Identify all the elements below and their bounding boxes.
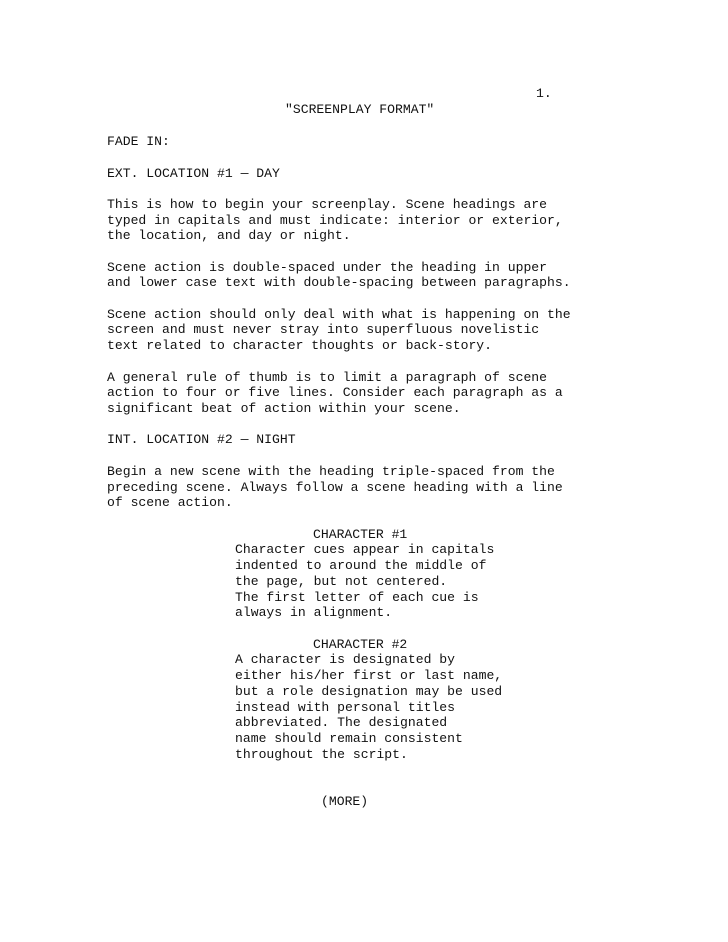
dialogue-line: A character is designated by [235,652,456,667]
dialogue-line: instead with personal titles [235,700,456,715]
dialogue-line: indented to around the middle of [235,558,487,573]
dialogue-line: name should remain consistent [235,731,463,746]
transition-fade-in: FADE IN: [107,134,170,149]
action-line: of scene action. [107,495,233,510]
action-line: Scene action is double-spaced under the heading in upper [107,260,548,275]
dialogue-line: The first letter of each cue is [235,590,479,605]
action-line: Scene action should only deal with what is happening on the [107,307,571,322]
character-cue: CHARACTER #2 [313,637,408,652]
scene-heading-1: EXT. LOCATION #1 — DAY [107,166,280,181]
dialogue-line: abbreviated. The designated [235,715,448,730]
scene-heading-2: INT. LOCATION #2 — NIGHT [107,432,296,447]
dialogue-line: either his/her first or last name, [235,668,503,683]
action-line: preceding scene. Always follow a scene heading with a line [107,480,563,495]
action-line: action to four or five lines. Consider each paragraph as a [107,385,563,400]
dialogue-line: but a role designation may be used [235,684,503,699]
dialogue-line: the page, but not centered. [235,574,448,589]
action-line: significant beat of action within your scene. [107,401,461,416]
action-line: the location, and day or night. [107,228,351,243]
character-cue: CHARACTER #1 [313,527,408,542]
action-line: This is how to begin your screenplay. Scene headings are [107,197,548,212]
dialogue-line: throughout the script. [235,747,408,762]
action-line: A general rule of thumb is to limit a paragraph of scene [107,370,548,385]
more-continuation: (MORE) [321,794,369,809]
action-line: Begin a new scene with the heading triple-spaced from the [107,464,555,479]
page-number: 1. [536,86,552,101]
dialogue-line: Character cues appear in capitals [235,542,495,557]
dialogue-line: always in alignment. [235,605,393,620]
action-line: text related to character thoughts or back-story. [107,338,493,353]
action-line: and lower case text with double-spacing between paragraphs. [107,275,571,290]
action-line: typed in capitals and must indicate: interior or exterior, [107,213,563,228]
action-line: screen and must never stray into superfluous novelistic [107,322,540,337]
screenplay-title: "SCREENPLAY FORMAT" [285,102,435,117]
